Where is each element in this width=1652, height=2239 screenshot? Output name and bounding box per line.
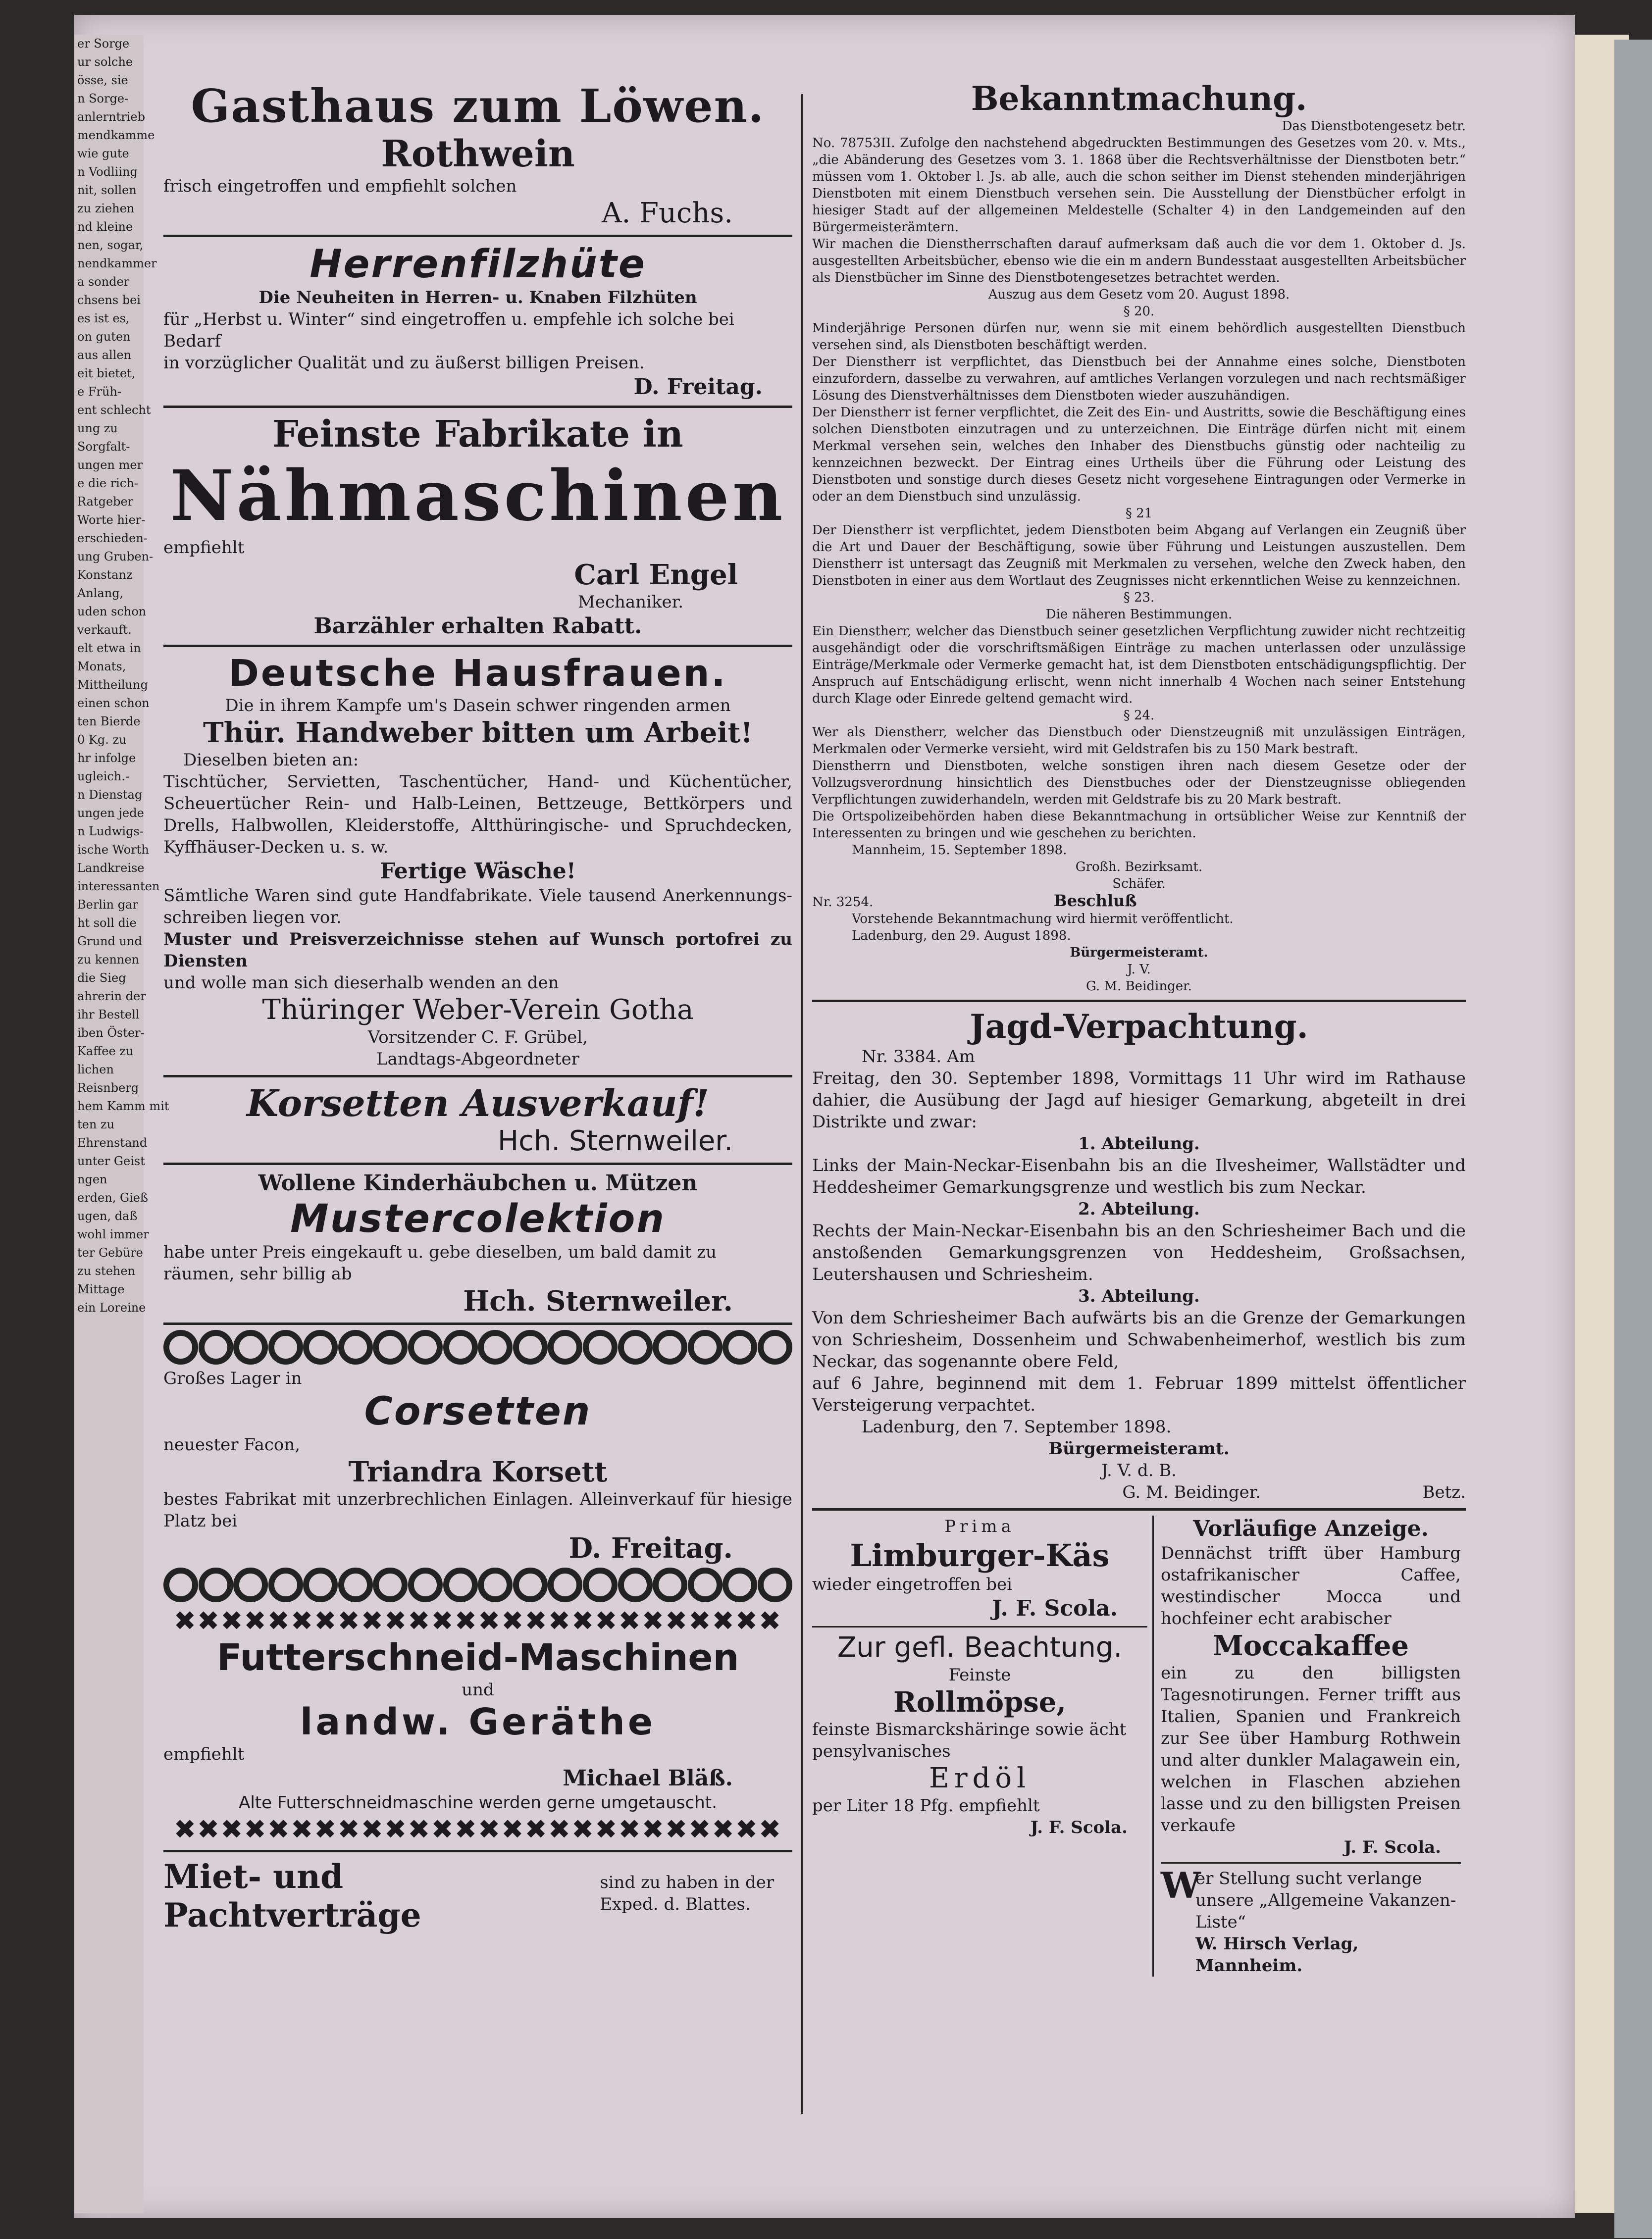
hausfrauen-chair: Vorsitzender C. F. Grübel, xyxy=(367,1027,588,1047)
hausfrauen-title: Deutsche Hausfrauen. xyxy=(228,652,727,695)
jagd-sig: G. M. Beidinger. xyxy=(1122,1482,1261,1502)
gasthaus-title: Gasthaus zum Löwen. xyxy=(191,79,765,133)
jagd-t1: Links der Main-Neckar-Eisenbahn bis an die Ilvesheimer, Wallstädter und Heddesheimer Gemarkungsgrenze und westlich bis zum Neckar. xyxy=(812,1156,1466,1197)
naeh-line1: Feinste Fabrikate in xyxy=(272,413,683,456)
left-strip-line: ungen mer xyxy=(77,458,143,472)
left-strip-line: Landkreise xyxy=(77,861,145,875)
left-strip-line: ahrerin der xyxy=(77,989,146,1003)
ad-vorl xyxy=(1154,1516,1461,1977)
scola-preis: per Liter 18 Pfg. empfiehlt xyxy=(812,1796,1040,1816)
bekannt-p9: Dienstherrn und Dienstboten, welche sonstigen ihren nach diesem Gesetze oder der Vollzugsverordnung hinsichtlich des Dienstbuches oder der Dienstzeugnisse obliegenden Verpflichtungen zuwiderhandeln, werden mit Geldstrafe bis zu 20 Mark bestraft. xyxy=(812,759,1466,807)
miet-title: Miet- und Pachtverträge xyxy=(163,1857,421,1934)
left-strip-line: iben Öster- xyxy=(77,1026,145,1040)
ad-miet xyxy=(163,1857,792,1934)
naeh-empfiehlt: empfiehlt xyxy=(163,538,245,558)
naeh-role: Mechaniker. xyxy=(578,592,683,612)
left-strip-line: ten Bierde xyxy=(77,714,141,728)
divider xyxy=(163,1850,792,1852)
scola-roll: Rollmöpse, xyxy=(893,1686,1066,1719)
divider xyxy=(163,1163,792,1165)
left-strip-line: nen, sogar, xyxy=(77,238,144,252)
bekannt-office2: Bürgermeisteramt. xyxy=(1070,945,1208,960)
jagd-date: Ladenburg, den 7. September 1898. xyxy=(862,1417,1172,1437)
hausfrauen-line5: Fertige Wäsche! xyxy=(379,859,576,884)
vorl-mocca: Moccakaffee xyxy=(1212,1629,1409,1662)
scola-signer2: J. F. Scola. xyxy=(1030,1818,1128,1837)
hirsch-text: er Stellung sucht verlange unsere „Allgemeine Vakanzen-Liste“ xyxy=(1195,1869,1456,1932)
divider xyxy=(1161,1862,1461,1864)
jagd-a1: 1. Abteilung. xyxy=(1078,1134,1200,1154)
gasthaus-text: frisch eingetroffen und empfiehlt solchen xyxy=(163,176,517,196)
muster-signer: Hch. Sternweiler. xyxy=(463,1285,733,1318)
x-border-top: ✖✖✖✖✖✖✖✖✖✖✖✖✖✖✖✖✖✖✖✖✖✖✖✖✖✖ xyxy=(173,1605,782,1636)
book-cover-edge xyxy=(1614,40,1652,2238)
scola-beacht: Zur gefl. Beachtung. xyxy=(837,1631,1123,1664)
left-strip-line: ungen jede xyxy=(77,806,144,820)
herrenfilz-title: Herrenfilzhüte xyxy=(310,242,646,287)
corsetten-title: Corsetten xyxy=(364,1389,592,1434)
left-strip-line: nendkammer xyxy=(77,256,157,270)
left-strip-line: Worte hier- xyxy=(77,513,146,527)
vorl-title: Vorläufige Anzeige. xyxy=(1193,1516,1429,1541)
naeh-note: Barzähler erhalten Rabatt. xyxy=(313,613,642,639)
left-strip-line: e die rich- xyxy=(77,476,138,490)
scola-line1: wieder eingetroffen bei xyxy=(812,1575,1012,1594)
bekannt-nr: Nr. 3254. xyxy=(812,895,874,910)
right-notice-column xyxy=(812,79,1466,1977)
left-strip-line: Anlang, xyxy=(77,586,124,600)
bekannt-p11: Vorstehende Bekanntmachung wird hiermit veröffentlicht. xyxy=(852,912,1234,926)
left-strip-line: Monats, xyxy=(77,660,126,673)
left-ad-column xyxy=(163,79,792,1934)
corsetten-pre: Großes Lager in xyxy=(163,1369,302,1388)
left-strip-line: n Dienstag xyxy=(77,788,143,802)
hausfrauen-line2: Thür. Handweber bitten um Arbeit! xyxy=(203,716,753,749)
hirsch-signer: W. Hirsch Verlag, Mannheim. xyxy=(1195,1934,1359,1976)
left-strip-line: hr infolge xyxy=(77,751,136,765)
left-strip-line: lichen xyxy=(77,1063,114,1076)
bekannt-s24: § 24. xyxy=(1123,708,1155,723)
ad-korsetten xyxy=(163,1082,792,1158)
corsetten-brand: Triandra Korsett xyxy=(348,1456,608,1488)
jagd-sig-right: Betz. xyxy=(1422,1482,1466,1502)
hausfrauen-line6b: Muster und Preisverzeichnisse stehen auf Wunsch portofrei zu Diensten xyxy=(163,929,792,971)
vorl-p1: Dennächst trifft über Hamburg ostafrikanischer Caffee, westindischer Mocca und hochfeiner echt arabischer xyxy=(1161,1543,1461,1628)
jagd-iv: J. V. d. B. xyxy=(1101,1461,1177,1480)
futter-empfiehlt: empfiehlt xyxy=(163,1744,245,1764)
corsetten-line1: bestes Fabrikat mit unzerbrechlichen Einlagen. Alleinverkauf für hiesige Platz bei xyxy=(163,1489,792,1531)
corsetten-facon: neuester Facon, xyxy=(163,1435,301,1455)
bottom-ads xyxy=(812,1516,1466,1977)
left-strip-line: ur solche xyxy=(77,55,133,69)
left-strip-line: nit, sollen xyxy=(77,183,137,197)
naeh-title: Nähmaschinen xyxy=(170,456,786,537)
jagd-office: Bürgermeisteramt. xyxy=(1048,1439,1230,1459)
left-strip-line: mendkamme xyxy=(77,128,155,142)
bekannt-p1: No. 78753II. Zufolge den nachstehend abgedruckten Bestimmungen des Gesetzes vom 20. v. Mts., „die Abänderung des Gesetzes vom 3. 1. 1868 über die Rechtsverhältnisse der Dienstboten betr.“ müssen vom 1. Oktober l. Js. ab alle, auch die schon seither im Dienst stehenden minderjährigen Dienstboten mit einem Dienstbuch versehen sein. Die Ausstellung der Dienstbücher erfolgt in hiesiger Stadt auf der allgemeinen Meldestelle (Schalter 4) in den Landgemeinden auf den Bürgermeisterämtern. xyxy=(812,136,1466,235)
muster-line2: habe unter Preis eingekauft u. gebe dieselben, um bald damit zu räumen, sehr billig ab xyxy=(163,1242,717,1284)
scola-line2: feinste Bismarckshäringe sowie ächt pensylvanisches xyxy=(812,1720,1127,1761)
scola-prima: Prima xyxy=(944,1517,1015,1536)
left-strip-line: interessanten xyxy=(77,879,160,893)
left-strip-line: nd kleine xyxy=(77,220,133,234)
scola-title: Limburger-Käs xyxy=(850,1537,1110,1574)
left-strip-line: unter Geist xyxy=(77,1154,145,1168)
left-strip-line: ten zu xyxy=(77,1118,115,1131)
notice-jagd xyxy=(812,1007,1466,1503)
ad-naehmaschinen xyxy=(163,413,792,640)
vorl-p2: ein zu den billigsten Tagesnotirungen. Ferner trifft aus Italien, Spanien und Frankreich zur See über Hamburg Rothwein und alter dunkler Malagawein ein, welchen in Flaschen abziehen lasse und zu den billigsten Preisen verkaufe xyxy=(1161,1663,1461,1835)
bekannt-title: Bekanntmachung. xyxy=(971,79,1307,118)
hausfrauen-line1: Die in ihrem Kampfe um's Dasein schwer ringenden armen xyxy=(225,696,731,715)
left-strip-line: ihr Bestell xyxy=(77,1008,140,1021)
vorl-signer: J. F. Scola. xyxy=(1343,1837,1441,1857)
left-strip-line: ngen xyxy=(77,1172,107,1186)
ad-corsetten xyxy=(163,1330,792,1602)
scola-signer: J. F. Scola. xyxy=(992,1596,1118,1621)
left-strip-line: erschieden- xyxy=(77,531,148,545)
hausfrauen-line3: Dieselben bieten an: xyxy=(183,750,359,770)
ad-mustercolektion xyxy=(163,1170,792,1318)
hausfrauen-chair2: Landtags-Abgeordneter xyxy=(376,1049,579,1069)
jagd-t4: auf 6 Jahre, beginnend mit dem 1. Februar 1899 mittelst öffentlicher Versteigerung verpachtet. xyxy=(812,1374,1466,1415)
left-strip-line: zu ziehen xyxy=(77,202,135,215)
bekannt-sig: Schäfer. xyxy=(1112,876,1166,891)
scola-feinste: Feinste xyxy=(948,1665,1011,1685)
bekannt-s21: § 21 xyxy=(1125,506,1153,521)
herrenfilz-signer: D. Freitag. xyxy=(633,374,763,400)
bekannt-p4: Der Dienstherr ist verpflichtet, das Dienstbuch bei der Annahme eines solche, Dienstboten einzufordern, dasselbe zu verwahren, auf amtliches Verlangen vorzulegen und nach rechtsmäßiger Lösung des Dienstverhältnisses dem Dienstboten wieder auszuhändigen. xyxy=(812,355,1466,403)
left-strip-line: wohl immer xyxy=(77,1227,149,1241)
bekannt-iv: J. V. xyxy=(1127,962,1151,977)
left-strip-line: Grund und xyxy=(77,934,142,948)
bekannt-sig2: G. M. Beidinger. xyxy=(1086,979,1192,994)
left-strip-line: ugleich.- xyxy=(77,769,130,783)
divider xyxy=(812,1000,1466,1002)
left-strip-line: er Sorge xyxy=(77,37,130,51)
hausfrauen-org: Thüringer Weber-Verein Gotha xyxy=(262,994,694,1026)
muster-line1: Wollene Kinderhäubchen u. Mützen xyxy=(258,1170,698,1196)
left-strip-line: Kaffee zu xyxy=(77,1044,134,1058)
naeh-name: Carl Engel xyxy=(574,559,738,591)
left-strip-line: Ratgeber xyxy=(77,495,134,509)
bekannt-s20: § 20. xyxy=(1123,304,1155,319)
x-border-bottom: ✖✖✖✖✖✖✖✖✖✖✖✖✖✖✖✖✖✖✖✖✖✖✖✖✖✖ xyxy=(173,1814,782,1845)
futter-title2: landw. Geräthe xyxy=(300,1701,656,1743)
ad-herrenfilz xyxy=(163,242,792,401)
jagd-a2: 2. Abteilung. xyxy=(1078,1199,1200,1219)
herrenfilz-line3: in vorzüglicher Qualität und zu äußerst billigen Preisen. xyxy=(163,353,645,373)
left-strip-line: ung Gruben- xyxy=(77,550,154,563)
left-strip-line: on guten xyxy=(77,330,131,344)
left-strip-line: einen schon xyxy=(77,696,150,710)
corsetten-signer: D. Freitag. xyxy=(568,1532,733,1565)
bekannt-nah: Die näheren Bestimmungen. xyxy=(1045,607,1233,622)
left-strip-line: hem Kamm mit xyxy=(77,1099,169,1113)
left-strip-line: n Sorge- xyxy=(77,92,129,105)
korsetten-signer: Hch. Sternweiler. xyxy=(498,1125,733,1157)
herrenfilz-line1: Die Neuheiten in Herren- u. Knaben Filzhüten xyxy=(258,288,697,307)
notice-bekanntmachung xyxy=(812,79,1466,995)
divider xyxy=(163,1323,792,1325)
bekannt-p8: Wer als Dienstherr, welcher das Dienstbuch oder Dienstzeugniß mit unzulässigen Einträgen, Merkmalen oder Vermerke versieht, wird mit Geldstrafen bis zu 150 Mark bestraft. xyxy=(812,725,1466,757)
left-strip-line: össe, sie xyxy=(77,73,128,87)
left-strip-line: erden, Gieß xyxy=(77,1191,149,1205)
jagd-p1: Freitag, den 30. September 1898, Vormittags 11 Uhr wird im Rathause dahier, die Ausübung der Jagd auf hiesiger Gemarkung, abgeteilt in drei Distrikte und zwar: xyxy=(812,1069,1466,1132)
divider xyxy=(163,235,792,237)
divider xyxy=(163,645,792,647)
left-strip-line: Sorgfalt- xyxy=(77,440,130,454)
ad-scola xyxy=(812,1516,1154,1977)
divider xyxy=(812,1626,1147,1628)
bekannt-p7: Ein Dienstherr, welcher das Dienstbuch seiner gesetzlichen Verpflichtung zuwider nicht rechtzeitig ausgehändigt oder die vorschriftsmäßigen Einträge zu machen unterlassen oder unzulässige Einträge/Merkmale oder Vermerke gemacht hat, ist dem Dienstboten entschädigungspflichtig. Der Anspruch auf Entschädigung erlischt, wenn nicht innerhalb 4 Wochen nach seiner Entstehung durch Klage oder Einrede geltend gemacht wird. xyxy=(812,624,1466,706)
jagd-nr: Nr. 3384. Am xyxy=(862,1047,975,1067)
left-strip-line: ter Gebüre xyxy=(77,1246,143,1260)
left-strip-line: uden schon xyxy=(77,605,147,618)
korsetten-title: Korsetten Ausverkauf! xyxy=(246,1082,710,1125)
left-strip-line: 0 Kg. zu xyxy=(77,733,127,747)
left-strip-line: ent schlecht xyxy=(77,403,151,417)
ad-gasthaus xyxy=(163,79,792,230)
futter-note: Alte Futterschneidmaschine werden gerne umgetauscht. xyxy=(239,1793,717,1813)
futter-signer: Michael Bläß. xyxy=(563,1766,733,1791)
left-strip-line: eit bietet, xyxy=(77,366,136,380)
left-strip-line: Ehrenstand xyxy=(77,1136,148,1150)
left-strip-line: die Sieg xyxy=(77,971,126,985)
left-strip-line: ung zu xyxy=(77,421,118,435)
ad-futter xyxy=(163,1605,792,1845)
bekannt-beschluss: Beschluß xyxy=(1053,891,1137,910)
bekannt-p5: Der Dienstherr ist ferner verpflichtet, die Zeit des Ein- und Austritts, sowie die Beschäftigung eines solchen Dienstboten einzutragen und zu unterzeichnen. Die Einträge dürfen nicht mit einem Merkmal versehen sein, welches den Inhaber des Dienstbuchs günstig oder nachteilig zu kennzeichnen bezweckt. Der Eintrag eines Urtheils über die Führung oder Leistung des Dienstboten und sonstige durch dieses Gesetz nicht vorgesehene Eintragungen oder Vermerke in oder an dem Dienstbuch sind unzulässig. xyxy=(812,405,1466,504)
left-strip-line: aus allen xyxy=(77,348,132,362)
left-strip-line: n Vodliing xyxy=(77,165,138,179)
left-strip-line: verkauft. xyxy=(77,623,132,637)
bekannt-topic: Das Dienstbotengesetz betr. xyxy=(1282,119,1466,134)
bekannt-office: Großh. Bezirksamt. xyxy=(1075,860,1203,874)
left-strip-line: Konstanz xyxy=(77,568,133,582)
left-strip-line: zu kennen xyxy=(77,953,140,967)
bekannt-p10: Die Ortspolizeibehörden haben diese Bekanntmachung in ortsüblicher Weise zur Kenntniß der Interessenten zu bringen und wie geschehen zu berichten. xyxy=(812,809,1466,841)
bekannt-date2: Ladenburg, den 29. August 1898. xyxy=(852,928,1071,943)
column-divider xyxy=(801,94,803,2114)
herrenfilz-line2: für „Herbst u. Winter“ sind eingetroffen u. empfehle ich solche bei Bedarf xyxy=(163,309,734,351)
jagd-title: Jagd-Verpachtung. xyxy=(970,1007,1308,1046)
hausfrauen-line4: Tischtücher, Servietten, Taschentücher, Hand- und Küchentücher, Scheuertücher Rein- und Halb-Leinen, Bettzeuge, Bettkörpers und Drells, Halbwollen, Kleiderstoffe, Altthüringische- und Spruchdecken, Kyffhäuser-Decken u. s. w. xyxy=(163,772,792,857)
divider xyxy=(812,1508,1466,1511)
ad-hausfrauen xyxy=(163,652,792,1070)
futter-title: Futterschneid-Maschinen xyxy=(216,1636,739,1679)
jagd-a3: 3. Abteilung. xyxy=(1078,1286,1200,1306)
jagd-t2: Rechts der Main-Neckar-Eisenbahn bis an den Schriesheimer Bach und die anstoßenden Gemarkungsgrenzen von Heddesheim, Großsachsen, Leutershausen und Schriesheim. xyxy=(812,1221,1466,1284)
newspaper-page xyxy=(74,15,1575,2218)
divider xyxy=(163,406,792,408)
left-strip-line: es ist es, xyxy=(77,311,130,325)
futter-und: und xyxy=(462,1680,494,1700)
ring-border-top xyxy=(163,1330,792,1365)
bekannt-p2: Wir machen die Dienstherrschaften darauf aufmerksam daß auch die vor dem 1. Oktober d. Js. ausgestellten Arbeitsbücher, ebenso wie die ein m andern Bundesstaat ausgestellten Arbeitsbücher als Dienstbücher im Sinne des Dienstbotengesetzes betrachtet werden. xyxy=(812,237,1466,285)
jagd-t3: Von dem Schriesheimer Bach aufwärts bis an die Grenze der Gemarkungen von Schriesheim, Dossenheim und Schwabenheimerhof, westlich bis zum Neckar, das sogenannte obere Feld, xyxy=(812,1308,1466,1372)
left-strip-line: Mittage xyxy=(77,1282,125,1296)
left-strip-line: ht soll die xyxy=(77,916,137,930)
left-strip-line: a sonder xyxy=(77,275,130,289)
left-strip-line: elt etwa in xyxy=(77,641,141,655)
left-strip-line: chsens bei xyxy=(77,293,141,307)
left-strip-line: wie gute xyxy=(77,147,129,160)
gasthaus-signer: A. Fuchs. xyxy=(602,197,733,229)
bekannt-s23: § 23. xyxy=(1123,590,1155,605)
bekannt-p3: Minderjährige Personen dürfen nur, wenn sie mit einem behördlich ausgestellten Dienstbuch versehen sind, als Dienstboten beschäftigt werden. xyxy=(812,321,1466,353)
left-strip-line: zu stehen xyxy=(77,1264,136,1278)
left-strip-line: n Ludwigs- xyxy=(77,824,144,838)
left-strip-line: ein Loreine xyxy=(77,1301,146,1315)
left-strip-line: e Früh- xyxy=(77,385,121,399)
left-strip-line: Mittheilung xyxy=(77,678,148,692)
muster-title: Mustercolektion xyxy=(290,1197,666,1241)
left-strip-line: anlerntrieb xyxy=(77,110,145,124)
ring-border-bottom xyxy=(163,1568,792,1602)
divider xyxy=(163,1075,792,1077)
ad-hirsch xyxy=(1161,1864,1461,1977)
left-strip-line: ische Worth xyxy=(77,843,149,857)
bekannt-date: Mannheim, 15. September 1898. xyxy=(852,843,1067,858)
hirsch-initial: W xyxy=(1161,1864,1201,1906)
hausfrauen-line6: Sämtliche Waren sind gute Handfabrikate. Viele tausend Anerkennungs- schreiben liegen vor. xyxy=(163,886,792,927)
scola-erdoel: Erdöl xyxy=(929,1762,1031,1794)
miet-text: sind zu haben in der Exped. d. Blattes. xyxy=(600,1873,774,1914)
left-strip-line: Berlin gar xyxy=(77,898,138,912)
bekannt-auszug: Auszug aus dem Gesetz vom 20. August 1898. xyxy=(988,287,1290,302)
left-strip-line: ugen, daß xyxy=(77,1209,138,1223)
bekannt-p6: Der Dienstherr ist verpflichtet, jedem Dienstboten beim Abgang auf Verlangen ein Zeugniß über die Art und Dauer der Beschäftigung, sowie über Führung und Leistungen auszustellen. Dem Dienstherr ist untersagt das Zeugniß mit Merkmalen zu versehen, welche den Zweck haben, den Dienstboten in einer aus dem Wortlaut des Zeugnisses nicht erkenntlichen Weise zu kennzeichnen. xyxy=(812,523,1466,588)
hausfrauen-line6c: und wolle man sich dieserhalb wenden an den xyxy=(163,973,559,993)
gasthaus-subtitle: Rothwein xyxy=(381,133,575,175)
left-page-strip xyxy=(74,35,169,2213)
left-strip-line: Reisnberg xyxy=(77,1081,139,1095)
